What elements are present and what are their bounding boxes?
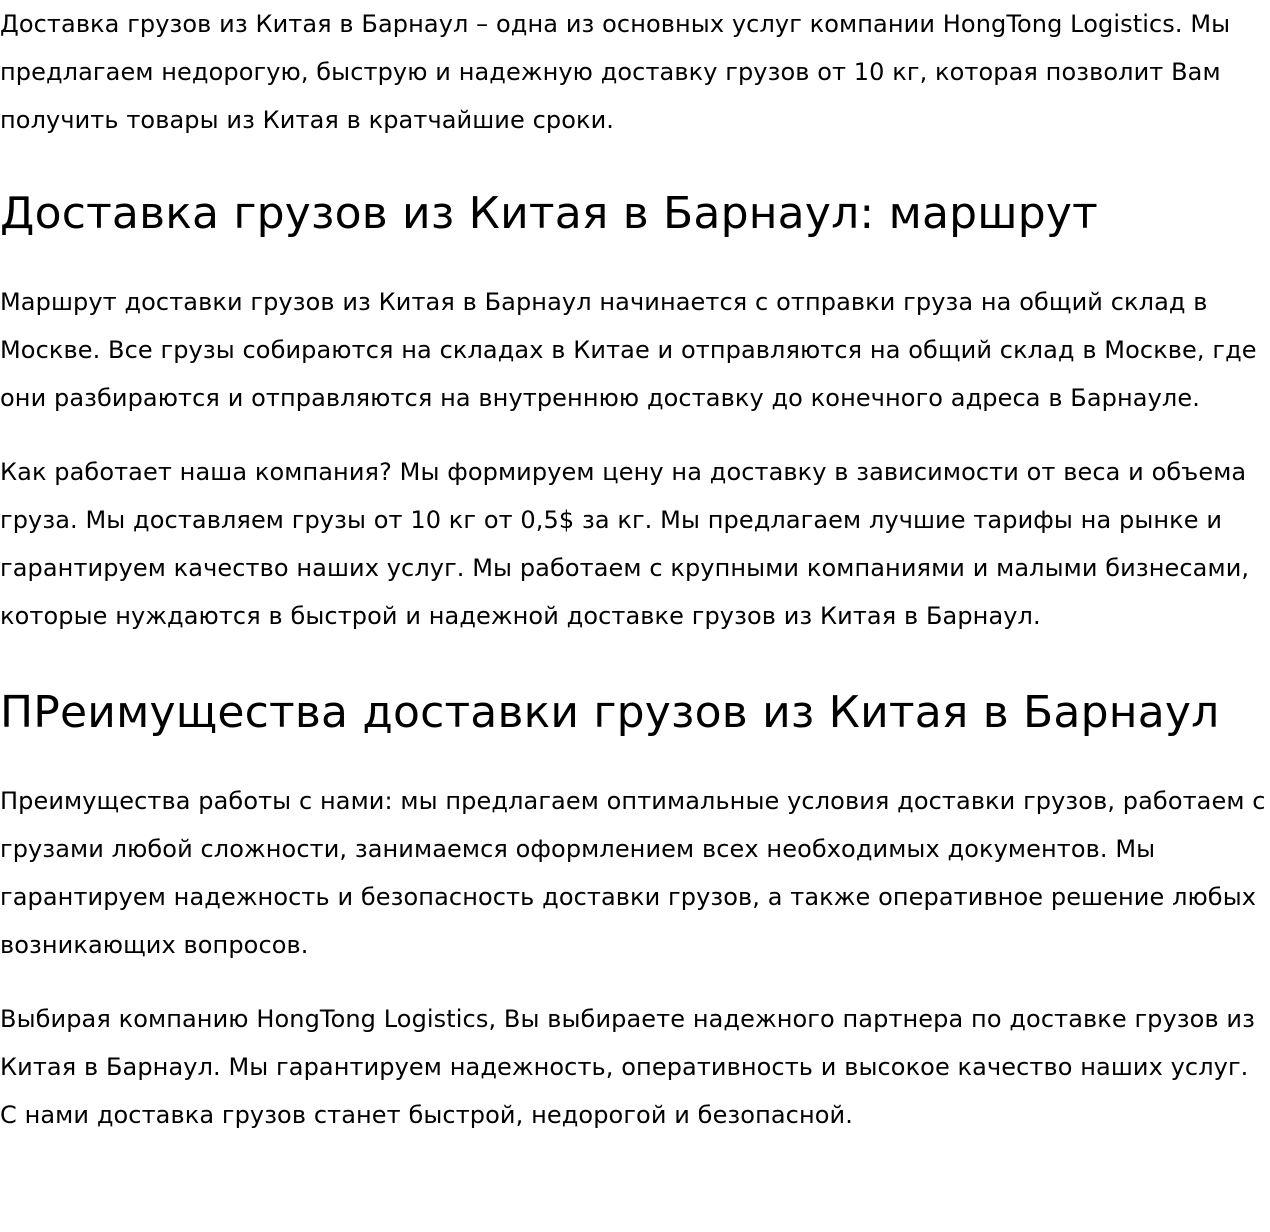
route-paragraph-1: Маршрут доставки грузов из Китая в Барнаул начинается с отправки груза на общий склад в Москве. Все грузы собираются на складах в Китае и отправляются на общий склад в Москве, где они разбираются и отправляются на внутреннюю доставку до конечного адреса в Барнауле. (0, 288, 1257, 412)
advantages-paragraph-2: Выбирая компанию HongTong Logistics, Вы выбираете надежного партнера по доставке грузов из Китая в Барнаул. Мы гарантируем надежность, оперативность и высокое качество наших услуг. С нами доставка грузов станет быстрой, недорогой и безопасной. (0, 1005, 1255, 1129)
advantages-paragraph-1: Преимущества работы с нами: мы предлагаем оптимальные условия доставки грузов, работаем с грузами любой сложности, занимаемся оформлением всех необходимых документов. Мы гарантируем надежность и безопасность доставки грузов, а также оперативное решение любых возникающих вопросов. (0, 787, 1266, 959)
route-paragraph-2: Как работает наша компания? Мы формируем цену на доставку в зависимости от веса и объема груза. Мы доставляем грузы от 10 кг от 0,5$ за кг. Мы предлагаем лучшие тарифы на рынке и гарантируем качество наших услуг. Мы работаем с крупными компаниями и малыми бизнесами, которые нуждаются в быстрой и надежной доставке грузов из Китая в Барнаул. (0, 458, 1250, 630)
route-heading: Доставка грузов из Китая в Барнаул: маршрут (0, 188, 1098, 239)
advantages-heading: ПРеимущества доставки грузов из Китая в Барнаул (0, 687, 1220, 738)
intro-paragraph: Доставка грузов из Китая в Барнаул – одна из основных услуг компании HongTong Logistics. Мы предлагаем недорогую, быструю и надежную доставку грузов от 10 кг, которая позволит Вам получить товары из Китая в кратчайшие сроки. (0, 10, 1231, 134)
